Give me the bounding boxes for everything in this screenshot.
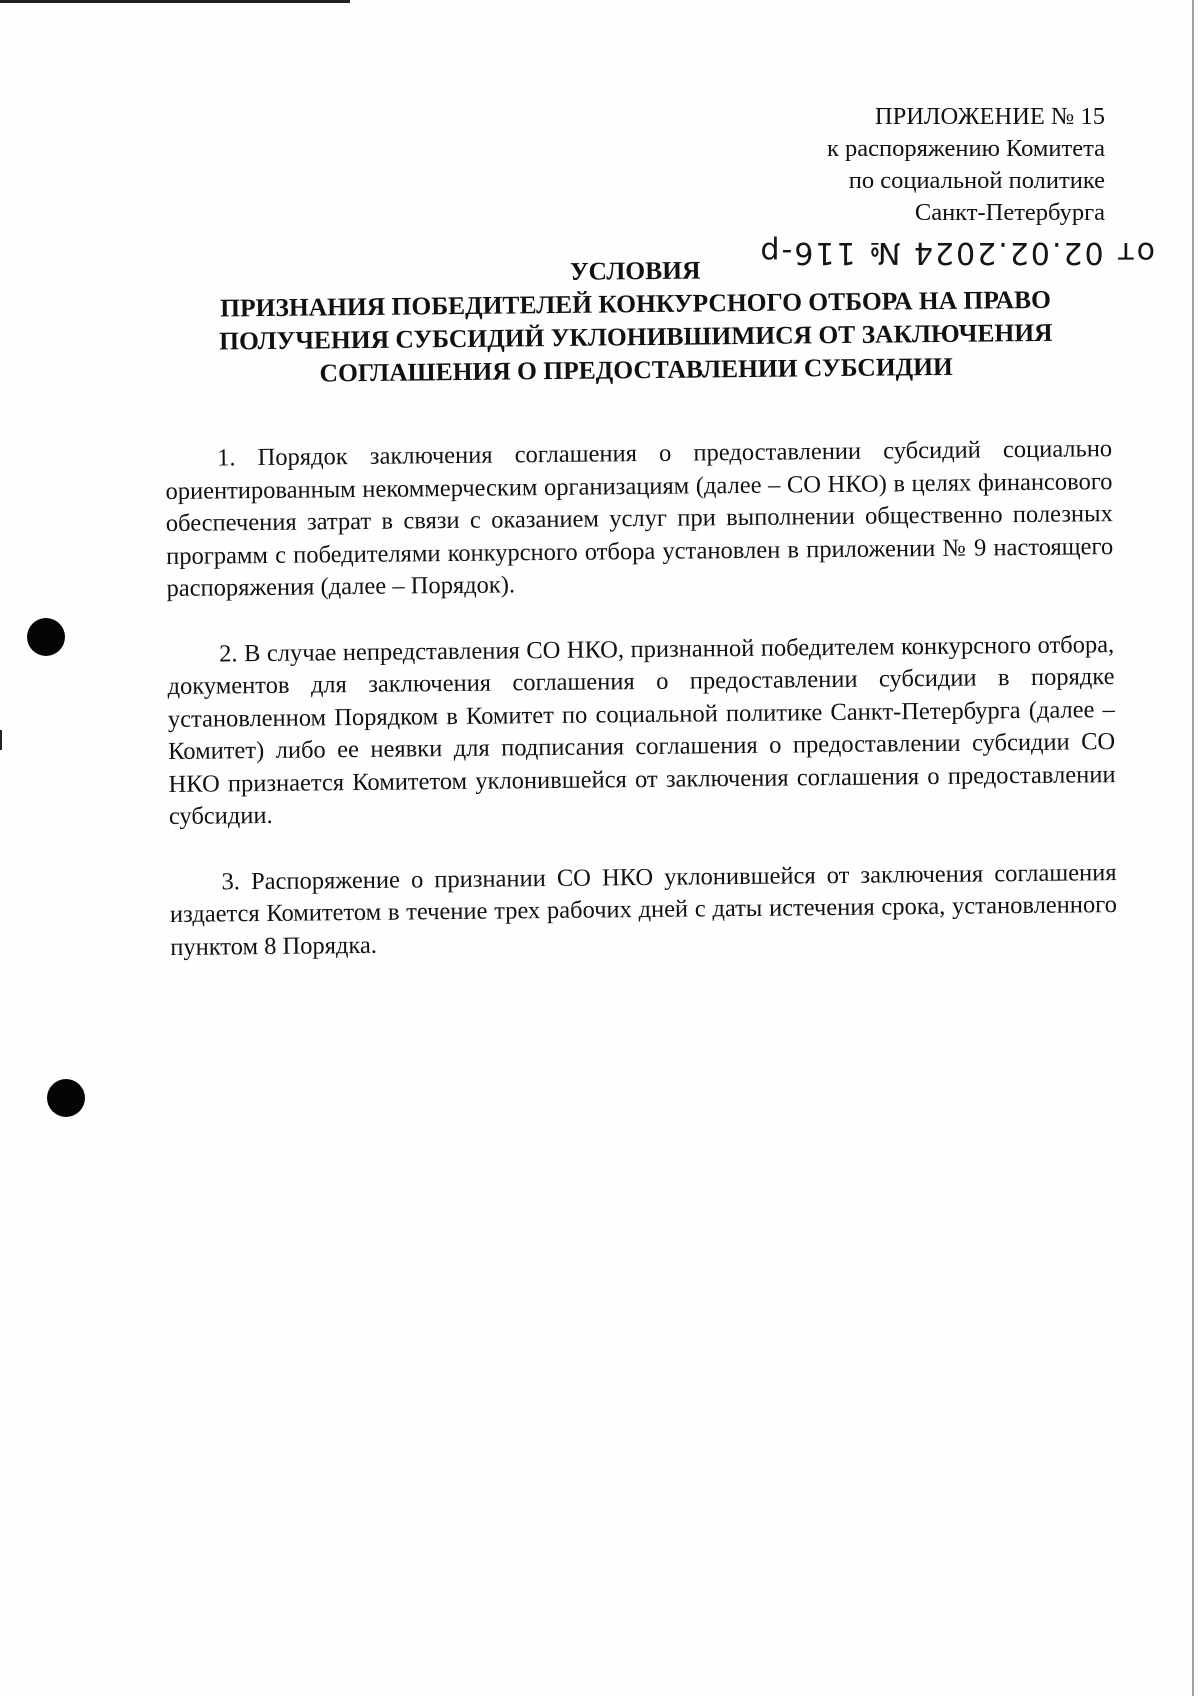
scan-artifact-top-line (0, 0, 350, 3)
title-line-3: ПОЛУЧЕНИЯ СУБСИДИЙ УКЛОНИВШИМИСЯ ОТ ЗАКЛЮЧЕНИЯ (218, 317, 1053, 356)
paragraph-2: 2. В случае непредставления СО НКО, признанной победителем конкурсного отбора, документов для заключения соглашения о предоставлении субсидии в порядке установленном Порядком в Комитет по социальной политике Санкт-Петербурга (далее – Комитет) либо ее неявки для подписания соглашения о предоставлении субсидии СО НКО признается Комитетом уклонившейся от заключения соглашения о предоставлении субсидии. (167, 630, 1116, 830)
title-line-1: УСЛОВИЯ (569, 255, 701, 286)
title-line-4: СОГЛАШЕНИЯ О ПРЕДОСТАВЛЕНИИ СУБСИДИИ (319, 351, 953, 388)
appendix-city-line: Санкт-Петербурга (914, 199, 1105, 226)
title-line-2: ПРИЗНАНИЯ ПОБЕДИТЕЛЕЙ КОНКУРСНОГО ОТБОРА НА ПРАВО (220, 284, 1051, 323)
punch-hole-lower (47, 1079, 85, 1117)
document-title (175, 249, 1096, 391)
document-body (165, 433, 1118, 997)
appendix-number: ПРИЛОЖЕНИЕ № 15 (874, 103, 1105, 130)
paragraph-1: 1. Порядок заключения соглашения о предоставлении субсидий социально ориентированным некоммерческим организациям (далее – СО НКО) в целях финансового обеспечения затрат в связи с оказанием услуг при выполнении общественно полезных программ с победителями конкурсного отбора установлен в приложении № 9 настоящего распоряжения (далее – Порядок). (165, 435, 1114, 602)
appendix-reference (827, 101, 1105, 229)
scan-artifact-right-edge (1192, 0, 1194, 1696)
scan-artifact-left-mark (0, 730, 2, 750)
appendix-committee-line: по социальной политике (848, 167, 1105, 194)
appendix-order-line: к распоряжению Комитета (826, 135, 1105, 162)
punch-hole-upper (27, 618, 65, 656)
handwritten-date-number: от 02.02.2024 № 116-р (758, 235, 1155, 270)
paragraph-3: 3. Распоряжение о признании СО НКО уклонившейся от заключения соглашения издается Комитетом в течение трех рабочих дней с даты истечения срока, установленного пунктом 8 Порядка. (169, 858, 1118, 961)
